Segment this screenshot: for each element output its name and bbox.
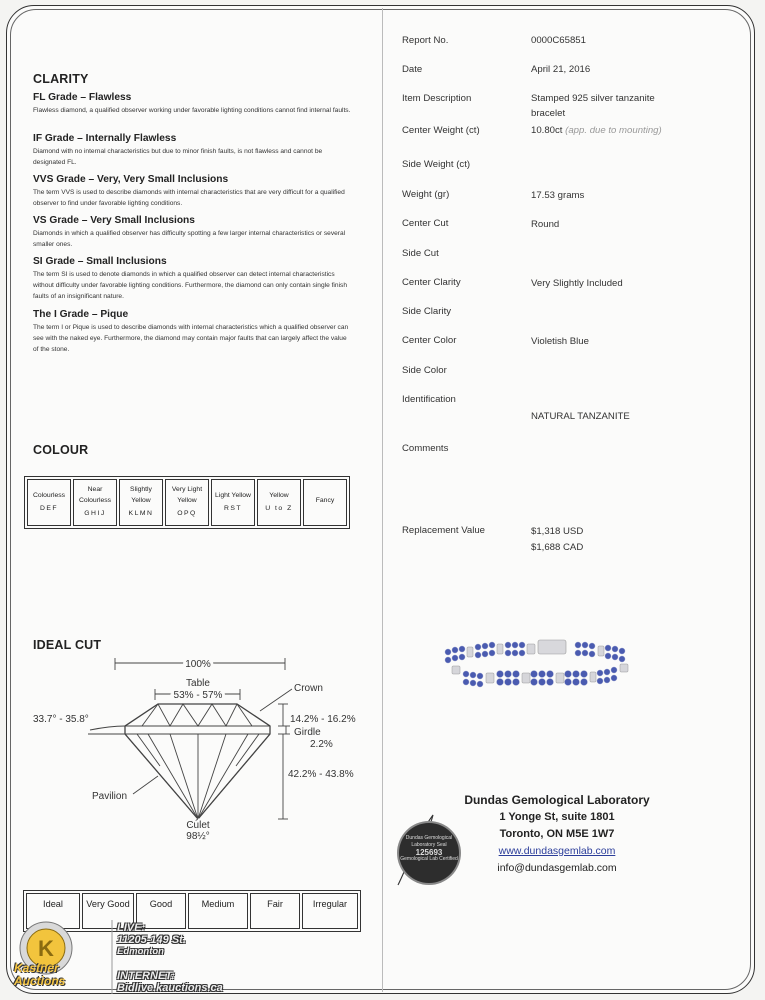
comments-label: Comments <box>402 443 449 454</box>
clarity-grade-i <box>33 309 353 355</box>
watermark-internet <box>117 970 223 994</box>
diamond-cut-diagram <box>30 656 375 846</box>
bracelet-photo <box>438 636 634 694</box>
grade-text: The term VVS is used to describe diamonds with internal characteristics that are very difficult for a qualified observer to find under favorable lighting conditions. <box>33 189 345 207</box>
clarity-grade-if <box>33 133 353 168</box>
seal-text-top: Dundas Gemological Laboratory Seal <box>405 835 453 848</box>
identification-value: NATURAL TANZANITE <box>531 411 630 422</box>
watermark-live <box>117 922 186 958</box>
date-value: April 21, 2016 <box>531 64 591 75</box>
cut-crown-height: 14.2% - 16.2% <box>290 714 356 725</box>
side-weight-label: Side Weight (ct) <box>402 159 471 170</box>
clarity-grade-fl <box>33 92 353 116</box>
cut-grade-cell: Medium <box>188 893 248 929</box>
watermark-live-label: LIVE: <box>117 922 146 934</box>
cut-width-label: 100% <box>185 659 211 670</box>
cut-pavilion-label: Pavilion <box>92 791 128 802</box>
cut-pavilion-depth: 42.2% - 43.8% <box>288 769 354 780</box>
seal-number: 125693 <box>415 848 443 857</box>
watermark-internet-label: INTERNET: <box>117 970 175 982</box>
item-description-label: Item Description <box>402 93 472 104</box>
grade-heading: VVS Grade – Very, Very Small Inclusions <box>33 174 229 185</box>
cut-crown-label: Crown <box>294 683 323 694</box>
cut-girdle-label: Girdle <box>294 727 321 738</box>
colour-title: COLOUR <box>33 443 89 457</box>
grade-text: The term I or Pique is used to describe diamonds with internal characteristics which a qualified observer can see with the naked eye. Furthermore, the diamond may contain major faults that can largely affect the value of the stone. <box>33 324 349 353</box>
side-color-label: Side Color <box>402 365 447 376</box>
cut-crown-angle: 33.7° - 35.8° <box>33 714 89 725</box>
center-clarity-label: Center Clarity <box>402 277 461 288</box>
grade-text: Diamonds in which a qualified observer has difficulty spotting a few larger internal characteristics or several smaller ones. <box>33 230 346 248</box>
center-weight-value <box>531 123 662 138</box>
cut-grade-cell: Good <box>136 893 186 929</box>
grade-heading: FL Grade – Flawless <box>33 92 132 103</box>
grade-heading: The I Grade – Pique <box>33 309 129 320</box>
center-clarity-value: Very Slightly Included <box>531 278 623 289</box>
cut-table-label: Table <box>186 678 210 689</box>
colour-scale-table <box>24 476 350 529</box>
colour-cell: Yellow U to Z <box>257 479 301 526</box>
colour-cell: Slightly Yellow KLMN <box>119 479 163 526</box>
center-weight-note: (app. due to mounting) <box>565 125 662 136</box>
report-no-label: Report No. <box>402 35 449 46</box>
cut-table-pct: 53% - 57% <box>173 690 223 701</box>
grade-heading: IF Grade – Internally Flawless <box>33 133 177 144</box>
identification-label: Identification <box>402 394 456 405</box>
replacement-value-usd: $1,318 USD <box>531 526 584 537</box>
lab-address-1: 1 Yonge St, suite 1801 <box>499 811 615 823</box>
center-color-value: Violetish Blue <box>531 336 589 347</box>
side-cut-label: Side Cut <box>402 248 439 259</box>
colour-cell: Light Yellow RST <box>211 479 255 526</box>
cut-girdle-pct: 2.2% <box>310 739 333 750</box>
watermark-live-city: Edmonton <box>117 946 164 957</box>
lab-address-2: Toronto, ON M5E 1W7 <box>499 828 615 840</box>
watermark-logo-text: Kastner Auctions <box>14 961 66 988</box>
item-description-value: Stamped 925 silver tanzanite bracelet <box>531 93 655 119</box>
lab-info <box>442 792 672 877</box>
center-cut-value: Round <box>531 219 560 230</box>
cut-grade-cell: Irregular <box>302 893 358 929</box>
colour-cell: Very Light Yellow OPQ <box>165 479 209 526</box>
date-label: Date <box>402 64 423 75</box>
cut-culet-label: Culet <box>186 820 210 831</box>
clarity-grade-si <box>33 256 353 302</box>
watermark-internet-url: Bidlive.kauctions.ca <box>117 982 223 994</box>
lab-seal-icon <box>399 823 459 883</box>
colour-cell: Colourless DEF <box>27 479 71 526</box>
grade-text: Flawless diamond, a qualified observer working under favorable lighting conditions cannot find internal faults. <box>33 107 351 114</box>
center-weight-label: Center Weight (ct) <box>402 125 480 136</box>
clarity-grade-vvs <box>33 174 353 209</box>
clarity-title: CLARITY <box>33 72 89 86</box>
colour-cell: Near Colourless GHIJ <box>73 479 117 526</box>
grade-text: Diamond with no internal characteristics but due to minor finish faults, is not flawless and cannot be designated FL. <box>33 148 323 166</box>
colour-cell: Fancy <box>303 479 347 526</box>
lab-name: Dundas Gemological Laboratory <box>464 793 650 807</box>
svg-text:K: K <box>38 936 54 961</box>
grade-text: The term SI is used to denote diamonds in which a qualified observer can detect internal characteristics without difficulty under favorable lighting conditions. Furthermore, the diamond can only contain single finish faults of an insignificant nature. <box>33 271 347 300</box>
weight-gr-value: 17.53 grams <box>531 190 585 201</box>
watermark-live-address: 11205-149 St. <box>117 934 186 946</box>
lab-website-link[interactable]: www.dundasgemlab.com <box>498 845 616 857</box>
grade-heading: VS Grade – Very Small Inclusions <box>33 215 195 226</box>
center-weight-number: 10.80ct <box>531 125 563 136</box>
cut-grade-cell: Ideal <box>26 893 80 929</box>
replacement-value-cad: $1,688 CAD <box>531 542 584 553</box>
report-no-value: 0000C65851 <box>531 35 586 46</box>
column-divider <box>382 8 383 992</box>
side-clarity-label: Side Clarity <box>402 306 452 317</box>
seal-text-bottom: Gemological Lab Certified <box>400 856 458 862</box>
lab-email[interactable]: info@dundasgemlab.com <box>497 862 617 874</box>
clarity-grade-vs <box>33 215 353 250</box>
grade-heading: SI Grade – Small Inclusions <box>33 256 167 267</box>
replacement-value-label: Replacement Value <box>402 525 486 536</box>
weight-gr-label: Weight (gr) <box>402 189 450 200</box>
center-cut-label: Center Cut <box>402 218 449 229</box>
cut-grade-cell: Fair <box>250 893 300 929</box>
center-color-label: Center Color <box>402 335 457 346</box>
ideal-cut-title: IDEAL CUT <box>33 638 102 652</box>
cut-grade-cell: Very Good <box>82 893 134 929</box>
cut-culet-angle: 98½° <box>186 831 210 842</box>
